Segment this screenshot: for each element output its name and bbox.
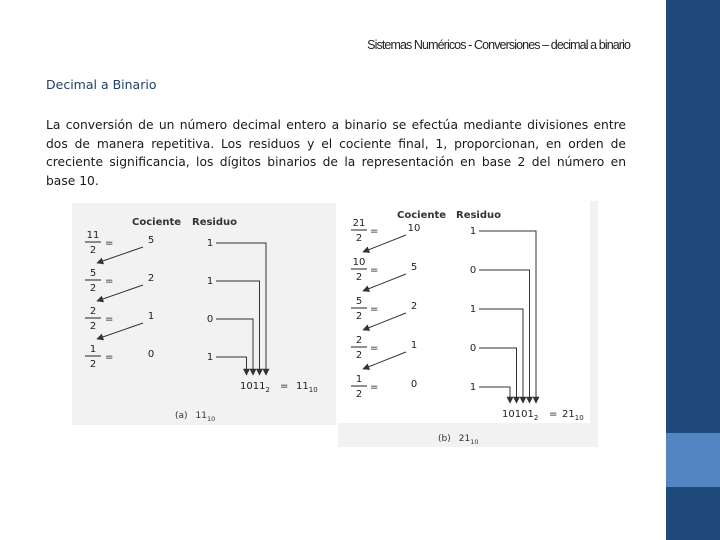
remainder: 1	[469, 304, 477, 315]
sidebar-accent-top	[666, 0, 720, 433]
carry-arrow	[97, 323, 143, 339]
remainder: 1	[469, 382, 477, 393]
remainder-arrow	[216, 243, 266, 375]
quotient: 0	[410, 379, 418, 390]
result-decimal: $11_{10}$	[296, 381, 318, 394]
remainder: 0	[206, 314, 214, 325]
dividend: 5	[89, 268, 97, 279]
remainder: 1	[206, 238, 214, 249]
remainder: 1	[469, 226, 477, 237]
equals-sign: =	[105, 314, 114, 325]
divisor: 2	[89, 359, 97, 370]
quotient: 5	[410, 262, 418, 273]
remainder: 0	[469, 265, 477, 276]
division-row	[85, 230, 213, 256]
quotient: 0	[147, 349, 155, 360]
quotient: 2	[147, 273, 155, 284]
result-equals: =	[549, 409, 558, 420]
quotient: 5	[147, 235, 155, 246]
equals-sign: =	[370, 265, 379, 276]
division-row	[85, 268, 213, 294]
divisor: 2	[355, 311, 363, 322]
result-binary: $10101_2$	[502, 409, 539, 422]
equals-sign: =	[370, 226, 379, 237]
dividend: 2	[89, 306, 97, 317]
divisor: 2	[355, 350, 363, 361]
body-paragraph: La conversión de un número decimal entero a binario se efectúa mediante divisiones entre dos de manera repetitiva. Los residuos y el cociente final, 1, proporcionan, en orden de creciente significancia, los dígitos binarios de la representación en base 2 del número en base 10.	[46, 118, 626, 188]
equals-sign: =	[105, 238, 114, 249]
quotient: 1	[147, 311, 155, 322]
divisor: 2	[89, 321, 97, 332]
divisor: 2	[355, 272, 363, 283]
col-header-cociente: Cociente	[132, 217, 182, 228]
sidebar-accent-bottom	[666, 487, 720, 540]
result-binary: $1011_2$	[240, 381, 270, 394]
sidebar-accent-middle	[666, 433, 720, 487]
quotient: 1	[410, 340, 418, 351]
equals-sign: =	[105, 352, 114, 363]
figure-a-conversion-11	[72, 203, 336, 425]
equals-sign: =	[370, 343, 379, 354]
dividend: 11	[86, 230, 100, 241]
figure-b-conversion-21	[338, 201, 598, 447]
result-equals: =	[280, 381, 289, 392]
figure-caption: (a) $11_{10}$	[175, 411, 216, 423]
dividend: 2	[355, 335, 363, 346]
carry-arrow	[97, 285, 143, 301]
carry-arrow	[97, 247, 143, 263]
divisor: 2	[355, 233, 363, 244]
result-decimal: $21_{10}$	[562, 409, 584, 422]
divisor: 2	[89, 283, 97, 294]
dividend: 10	[352, 257, 366, 268]
equals-sign: =	[105, 276, 114, 287]
remainder: 0	[469, 343, 477, 354]
divisor: 2	[89, 245, 97, 256]
slide-subtitle: Decimal a Binario	[46, 77, 157, 92]
remainder-arrow	[216, 357, 247, 375]
remainder: 1	[206, 352, 214, 363]
dividend: 21	[352, 218, 366, 229]
quotient: 10	[407, 223, 421, 234]
col-header-residuo: Residuo	[456, 210, 502, 221]
col-header-cociente: Cociente	[397, 210, 447, 221]
dividend: 1	[89, 344, 97, 355]
figure-caption: (b) $21_{10}$	[438, 434, 479, 446]
remainder-arrow	[216, 319, 253, 375]
division-row	[85, 306, 213, 332]
remainder: 1	[206, 276, 214, 287]
dividend: 1	[355, 374, 363, 385]
equals-sign: =	[370, 382, 379, 393]
division-row	[85, 344, 213, 370]
quotient: 2	[410, 301, 418, 312]
equals-sign: =	[370, 304, 379, 315]
divisor: 2	[355, 389, 363, 400]
dividend: 5	[355, 296, 363, 307]
slide-header: Sistemas Numéricos - Conversiones – decimal a binario	[367, 38, 630, 52]
col-header-residuo: Residuo	[192, 217, 238, 228]
